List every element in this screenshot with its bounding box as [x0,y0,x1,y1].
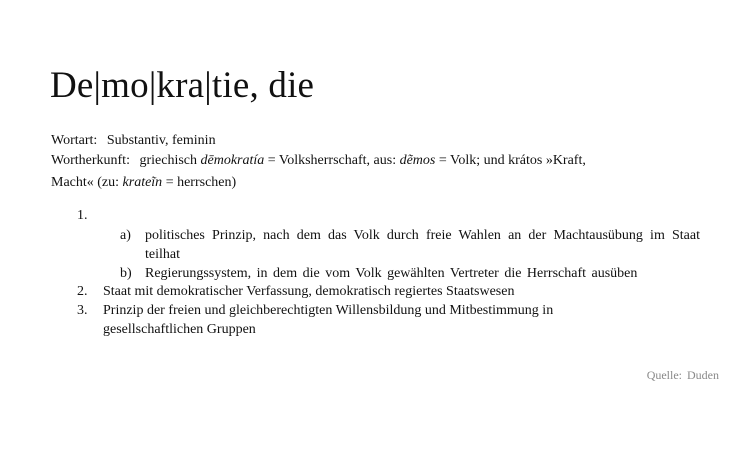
sub-meaning-text: politisches Prinzip, nach dem das Volk durch freie Wahlen an der Machtausübung im Staat teilhat [145,228,700,262]
meaning-number: 3. [77,303,88,318]
meaning-number: 2. [77,284,88,299]
herkunft-line [51,151,711,171]
wortart-label: Wortart: [51,133,98,148]
source-credit: Quelle: Duden [646,368,719,382]
herkunft-term-kratein: krateĩn [122,175,163,190]
herkunft-gloss-volksherrschaft: = Volksherrschaft, [267,153,371,168]
meaning-text: Prinzip der freien und gleichberechtigten Willensbildung und Mitbestimmung in gesellschaftlichen Gruppen [103,303,554,337]
sub-meaning-letter: b) [120,266,132,281]
wortart-line [51,131,711,151]
herkunft-term-demokratia: dēmokratía [200,153,265,168]
entry-meta [51,131,711,193]
herkunft-language: griechisch [139,153,197,168]
herkunft-term-demos: dẽmos [399,153,436,168]
herkunft-line-continued [51,173,711,193]
herkunft-continuation: Macht« [51,175,94,190]
herkunft-aus: aus: [373,153,397,168]
sub-meaning-letter: a) [120,228,131,243]
sub-meaning-text: Regierungssystem, in dem die vom Volk gewählten Vertreter die Herrschaft ausüben [145,266,638,281]
herkunft-label: Wortherkunft: [51,153,130,168]
herkunft-gloss-volk: = Volk; und krátos »Kraft, [438,153,586,168]
meaning-number: 1. [77,208,88,223]
wortart-value: Substantiv, feminin [106,133,216,148]
herkunft-zu: (zu: [97,175,120,190]
herkunft-gloss-herrschen: = herrschen) [165,175,237,190]
meaning-text: Staat mit demokratischer Verfassung, demokratisch regiertes Staatswesen [103,284,515,299]
headword: De|mo|kra|tie, die [50,65,315,106]
